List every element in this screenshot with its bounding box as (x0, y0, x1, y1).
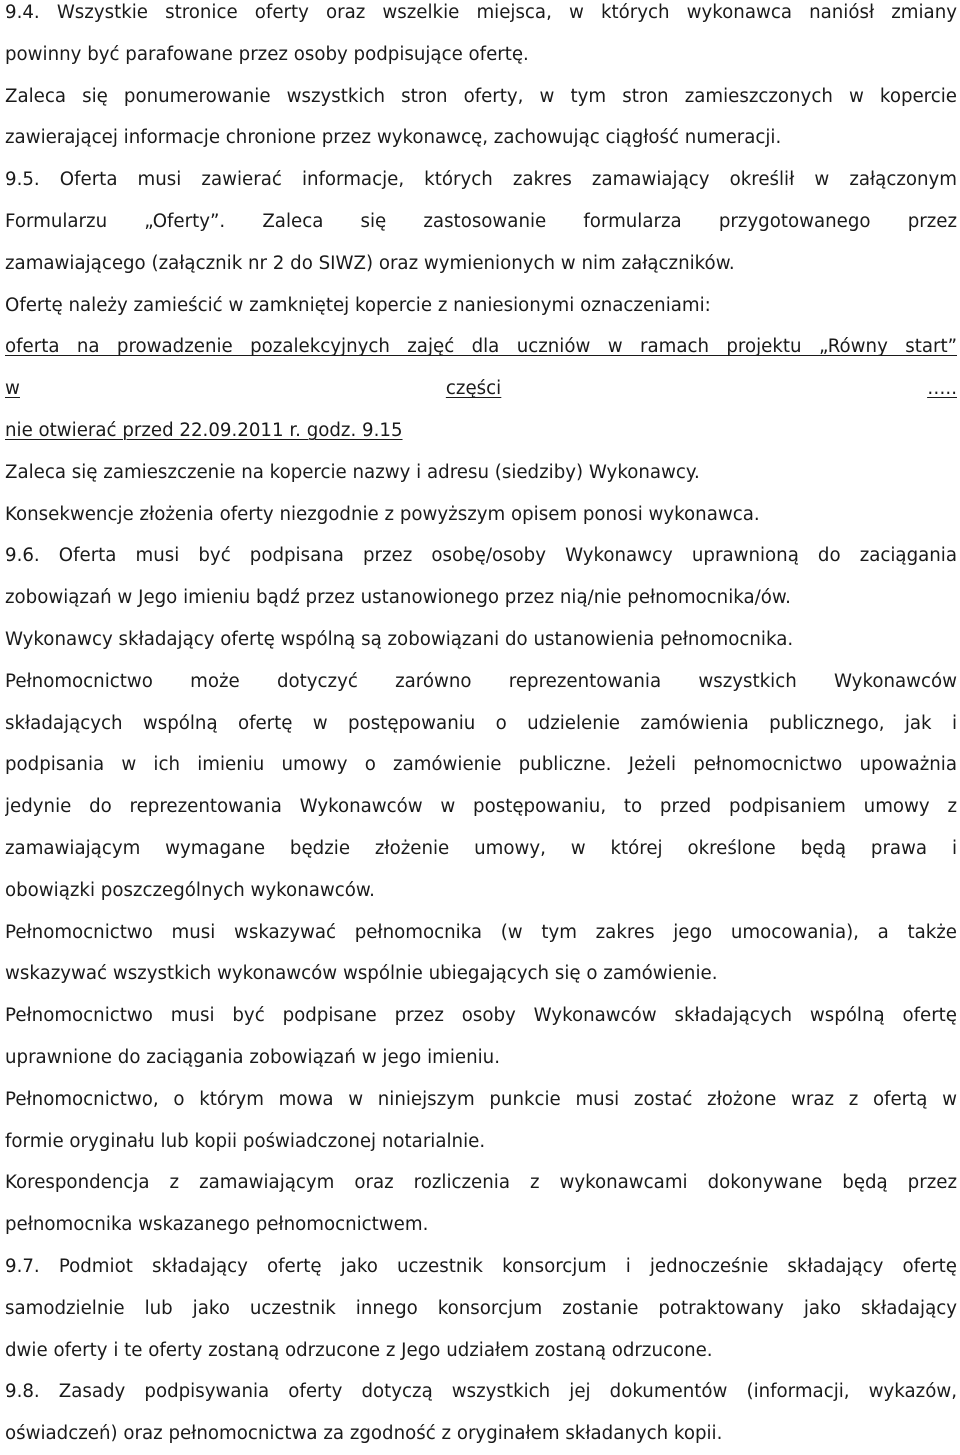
text-line: podpisania w ich imieniu umowy o zamówienie publiczne. Jeżeli pełnomocnictwo upoważnia (5, 754, 957, 776)
text-line: zamawiającego (załącznik nr 2 do SIWZ) oraz wymienionych w nim załączników. (5, 252, 735, 274)
fill-in-prefix: w (5, 378, 20, 400)
text-line: powinny być parafowane przez osoby podpisujące ofertę. (5, 43, 529, 65)
text-line: 9.4. Wszystkie stronice oferty oraz wszelkie miejsca, w których wykonawca naniósł zmiany (5, 2, 957, 23)
text-line: samodzielnie lub jako uczestnik innego konsorcjum zostanie potraktowany jako składający (5, 1297, 957, 1319)
text-line: jedynie do reprezentowania Wykonawców w postępowaniu, to przed podpisaniem umowy z (5, 796, 957, 818)
text-line: 9.8. Zasady podpisywania oferty dotyczą wszystkich jej dokumentów (informacji, wykazów, (5, 1381, 957, 1403)
text-line: 9.7. Podmiot składający ofertę jako uczestnik konsorcjum i jednocześnie składający ofertę (5, 1255, 957, 1277)
envelope-label-blank-line (5, 368, 957, 410)
text-line: Zaleca się ponumerowanie wszystkich stron oferty, w tym stron zamieszczonych w kopercie (5, 85, 957, 107)
text-line: Pełnomocnictwo musi być podpisane przez osoby Wykonawców składających wspólną ofertę (5, 1005, 957, 1027)
text-line: Pełnomocnictwo, o którym mowa w niniejszym punkcie musi zostać złożone wraz z ofertą w (5, 1088, 957, 1110)
text-line: zobowiązań w Jego imieniu bądź przez ustanowionego przez nią/nie pełnomocnika/ów. (5, 587, 791, 609)
envelope-label-line: oferta na prowadzenie pozalekcyjnych zajęć dla uczniów w ramach projektu „Równy start” (5, 336, 957, 358)
text-line: Pełnomocnictwo może dotyczyć zarówno reprezentowania wszystkich Wykonawców (5, 670, 957, 692)
envelope-date-line: nie otwierać przed 22.09.2011 r. godz. 9.15 (5, 419, 403, 441)
text-line: formie oryginału lub kopii poświadczonej notarialnie. (5, 1130, 486, 1152)
text-line: Ofertę należy zamieścić w zamkniętej kopercie z naniesionymi oznaczeniami: (5, 294, 711, 316)
text-line: 9.6. Oferta musi być podpisana przez osobę/osoby Wykonawcy uprawnioną do zaciągania (5, 545, 957, 567)
text-line: obowiązki poszczególnych wykonawców. (5, 879, 375, 901)
text-line: wskazywać wszystkich wykonawców wspólnie ubiegających się o zamówienie. (5, 963, 718, 985)
text-line: Konsekwencje złożenia oferty niezgodnie z powyższym opisem ponosi wykonawca. (5, 503, 760, 525)
text-line: zawierającej informacje chronione przez wykonawcę, zachowując ciągłość numeracji. (5, 127, 782, 149)
text-line: zamawiającym wymagane będzie złożenie umowy, w której określone będą prawa i (5, 837, 957, 859)
text-line: Formularzu „Oferty”. Zaleca się zastosowanie formularza przygotowanego przez (5, 210, 957, 232)
fill-in-ellipsis: ….. (927, 378, 957, 400)
fill-in-label: części (445, 378, 502, 400)
text-line: Pełnomocnictwo musi wskazywać pełnomocnika (w tym zakres jego umocowania), a także (5, 921, 957, 943)
document-page (5, 0, 957, 1455)
text-line: uprawnione do zaciągania zobowiązań w jego imieniu. (5, 1046, 500, 1068)
text-line: składających wspólną ofertę w postępowaniu o udzielenie zamówienia publicznego, jak i (5, 712, 957, 734)
text-line: dwie oferty i te oferty zostaną odrzucone z Jego udziałem zostaną odrzucone. (5, 1339, 713, 1361)
text-line: Korespondencja z zamawiającym oraz rozliczenia z wykonawcami dokonywane będą przez (5, 1172, 957, 1194)
fill-in-row (5, 368, 957, 410)
text-line: oświadczeń) oraz pełnomocnictwa za zgodność z oryginałem składanych kopii. (5, 1423, 723, 1445)
text-line: 9.5. Oferta musi zawierać informacje, których zakres zamawiający określił w załączonym (5, 169, 957, 191)
text-line: Zaleca się zamieszczenie na kopercie nazwy i adresu (siedziby) Wykonawcy. (5, 461, 700, 483)
text-line: pełnomocnika wskazanego pełnomocnictwem. (5, 1214, 429, 1236)
text-line: Wykonawcy składający ofertę wspólną są zobowiązani do ustanowienia pełnomocnika. (5, 628, 794, 650)
